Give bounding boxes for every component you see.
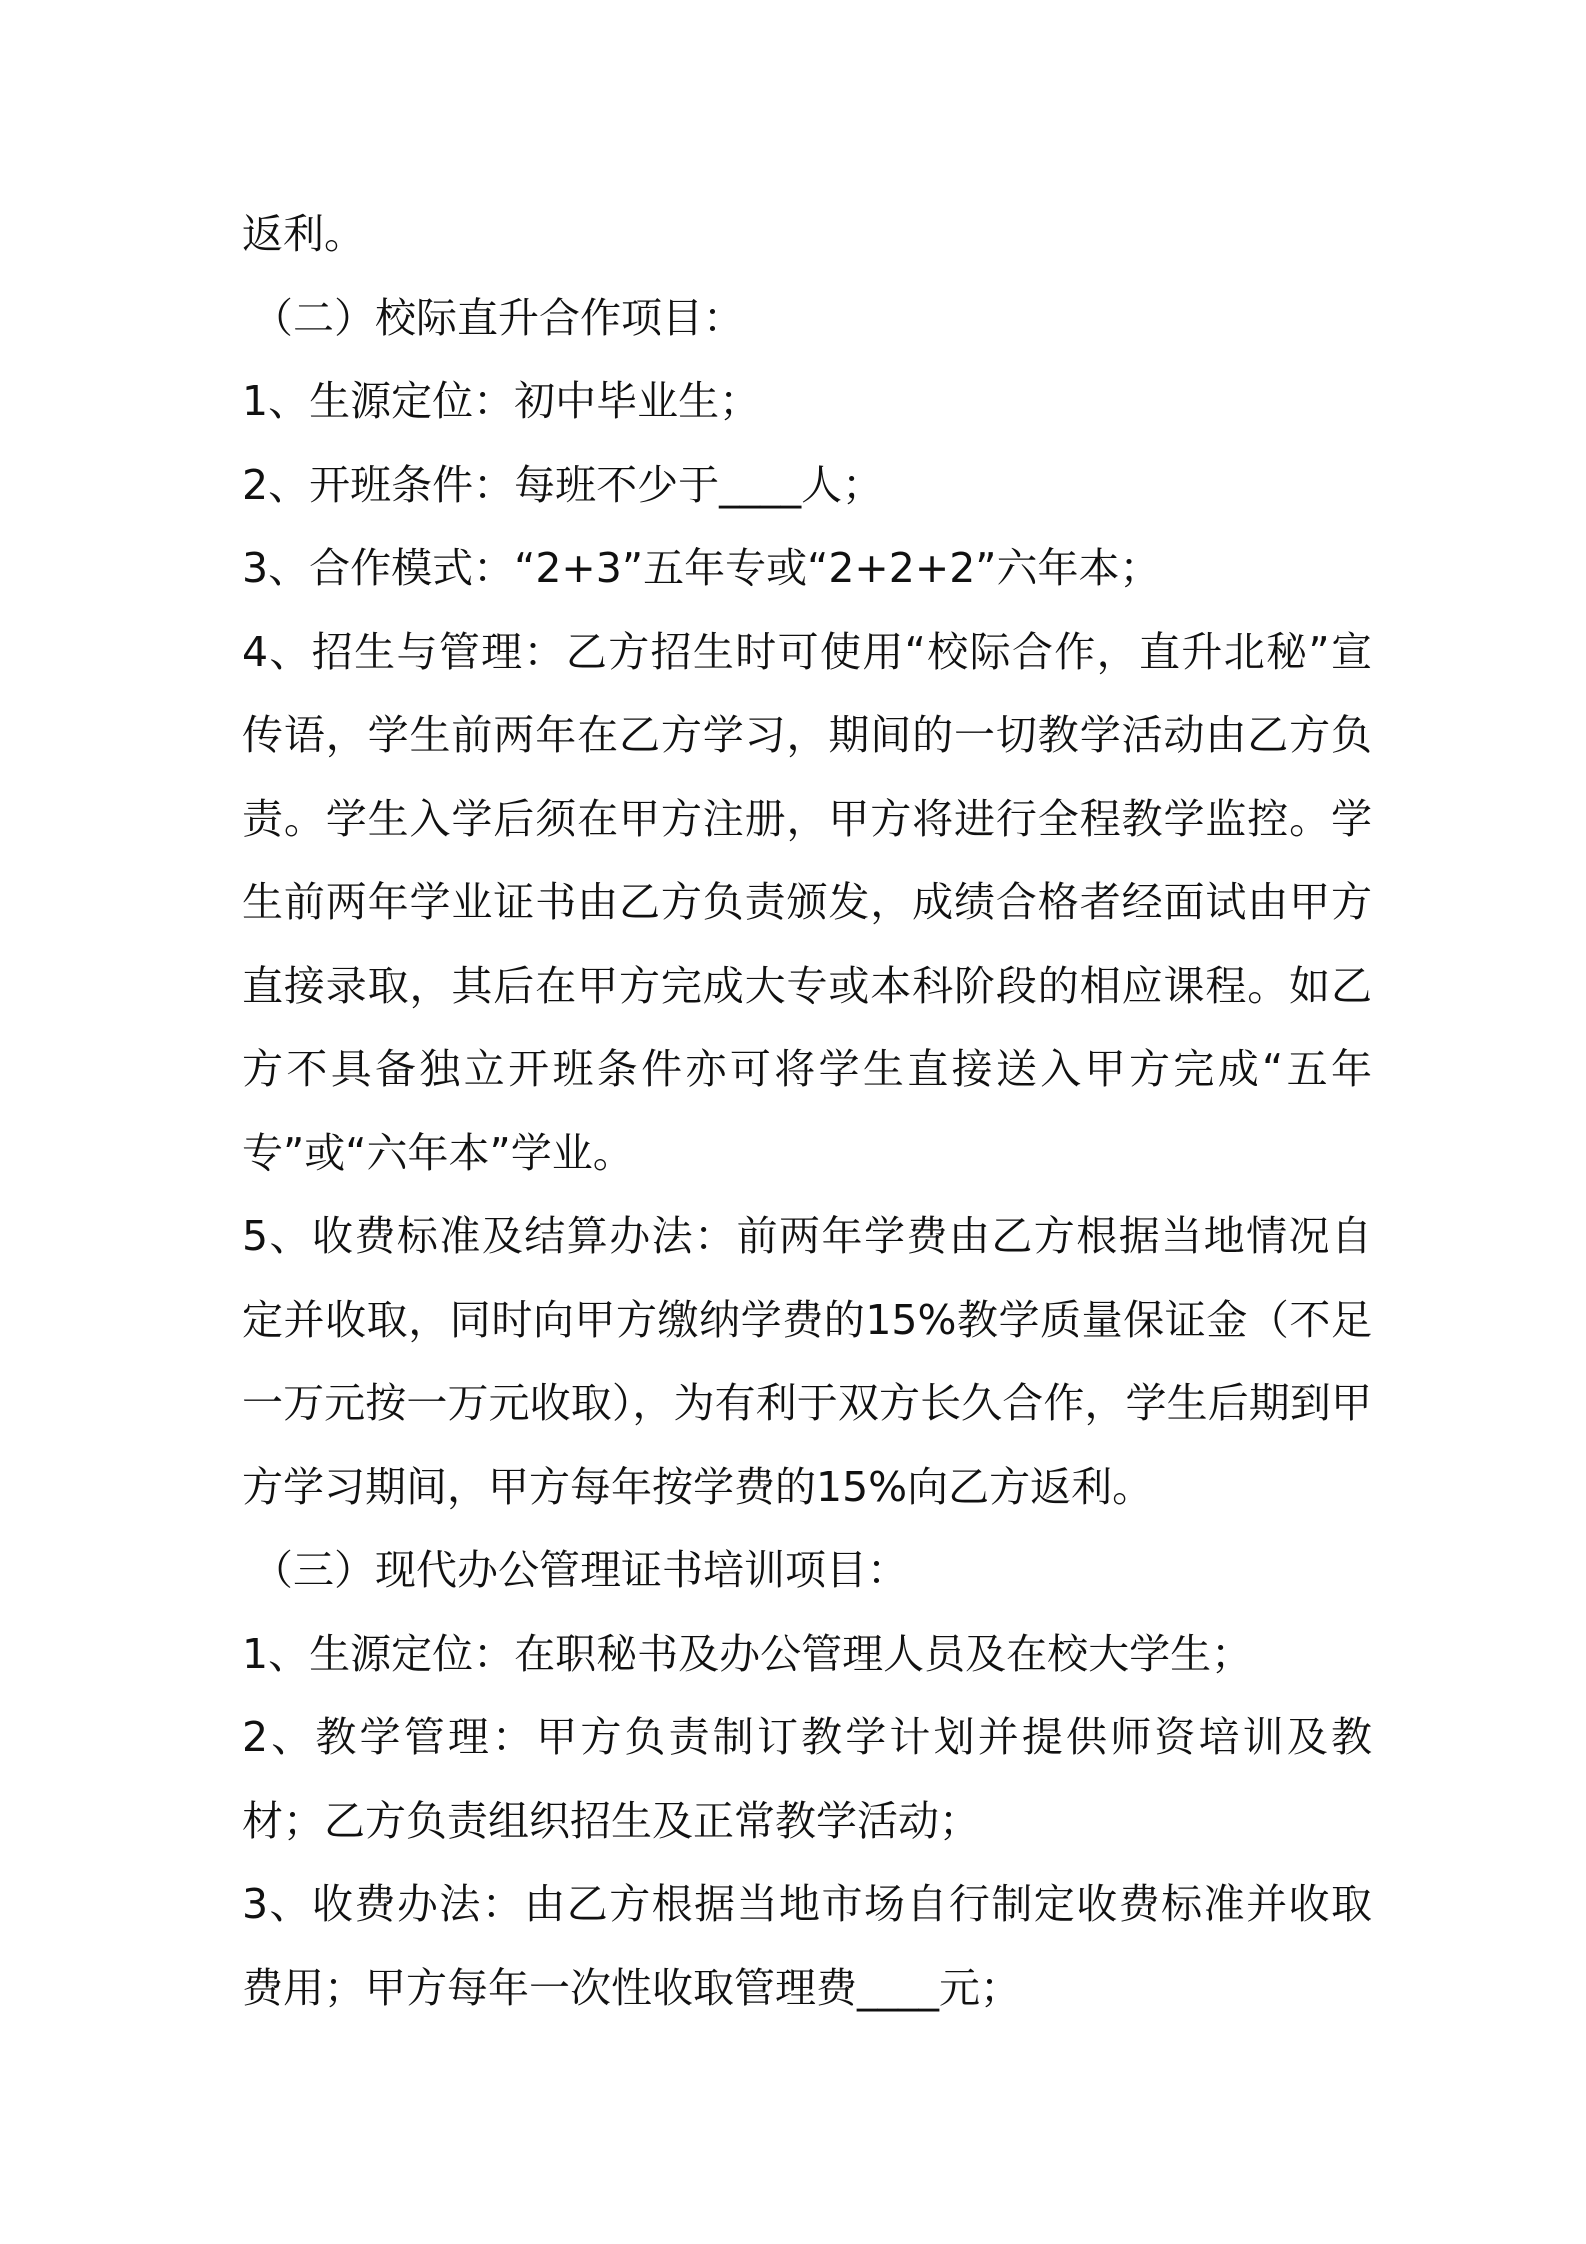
document-body <box>242 193 1372 2030</box>
list-item-source: 1、生源定位：初中毕业生； <box>242 377 761 425</box>
section-heading-3: （三）现代办公管理证书培训项目： <box>252 1546 908 1594</box>
list-item-cooperation-mode: 3、合作模式：“2+3”五年专或“2+2+2”六年本； <box>242 544 1161 592</box>
section-heading-2: （二）校际直升合作项目： <box>252 293 744 342</box>
list-item-class-condition: 2、开班条件：每班不少于____人； <box>242 460 884 509</box>
list-item-target-students: 1、生源定位：在职秘书及办公管理人员及在校大学生； <box>242 1629 1253 1678</box>
list-item-fee-method: 3、收费办法：由乙方根据当地市场自行制定收费标准并收取费用；甲方每年一次性收取管理费____元； <box>242 1880 1372 2012</box>
paragraph-rebate-end: 返利。 <box>242 210 365 258</box>
list-item-teaching-management: 2、教学管理：甲方负责制订教学计划并提供师资培训及教材；乙方负责组织招生及正常教学活动； <box>242 1713 1372 1845</box>
list-item-fee-settlement: 5、收费标准及结算办法：前两年学费由乙方根据当地情况自定并收取，同时向甲方缴纳学费的15%教学质量保证金（不足一万元按一万元收取），为有利于双方长久合作，学生后期到甲方学习期间，甲方每年按学费的15%向乙方返利。 <box>242 1212 1372 1511</box>
list-item-enrollment-management: 4、招生与管理：乙方招生时可使用“校际合作，直升北秘”宣传语，学生前两年在乙方学习，期间的一切教学活动由乙方负责。学生入学后须在甲方注册，甲方将进行全程教学监控。学生前两年学业证书由乙方负责颁发，成绩合格者经面试由甲方直接录取，其后在甲方完成大专或本科阶段的相应课程。如乙方不具备独立开班条件亦可将学生直接送入甲方完成“五年专”或“六年本”学业。 <box>242 627 1372 1177</box>
